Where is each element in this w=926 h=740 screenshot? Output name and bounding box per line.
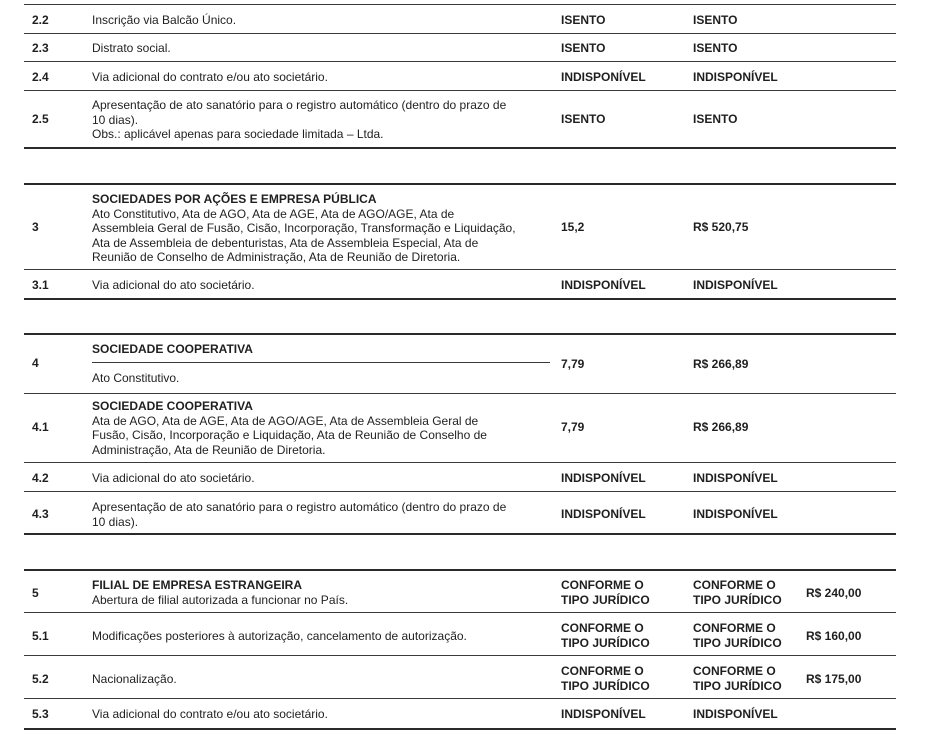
description-line: Reunião de Conselho de Administração, Ata de Reunião de Diretoria.: [92, 250, 461, 264]
divider: [24, 612, 896, 613]
row-number: 5: [32, 586, 39, 600]
description-line: 10 dias).: [92, 514, 139, 529]
value-col-3: R$ 240,00: [806, 586, 862, 600]
value-line: TIPO JURÍDICO: [693, 592, 782, 607]
value-col-1: 15,2: [561, 220, 585, 234]
row-description: Inscrição via Balcão Único.: [92, 13, 237, 27]
description-line: Administração, Ata de Reunião de Diretoria.: [92, 442, 326, 457]
value-col-2: INDISPONÍVEL: [693, 70, 778, 84]
value-col-3: R$ 160,00: [806, 629, 862, 643]
value-col-2: ISENTO: [693, 13, 738, 27]
row-number: 3: [32, 220, 39, 234]
description-line: Abertura de filial autorizada a funcionar no País.: [92, 592, 349, 607]
value-col-1: ISENTO: [561, 112, 606, 126]
divider: [24, 698, 896, 699]
row-description: [92, 98, 542, 142]
description-line: Assembleia Geral de Fusão, Cisão, Incorporação, Transformação e Liquidação,: [92, 221, 516, 235]
value-col-2: R$ 266,89: [693, 357, 749, 371]
divider: [24, 90, 896, 91]
divider: [24, 462, 896, 463]
divider: [24, 333, 896, 335]
row-number: 4: [32, 356, 39, 370]
row-title: SOCIEDADES POR AÇÕES E EMPRESA PÚBLICA: [92, 192, 377, 206]
row-number: 2.3: [32, 41, 49, 55]
row-number: 5.3: [32, 707, 49, 721]
description-line: Ata de AGO, Ata de AGE, Ata de AGO/AGE, Ata de Assembleia Geral de: [92, 413, 479, 428]
value-line: TIPO JURÍDICO: [693, 678, 782, 693]
row-number: 3.1: [32, 278, 49, 292]
description-line: 10 dias).: [92, 112, 139, 127]
row-number: 2.5: [32, 112, 49, 126]
row-description: Via adicional do contrato e/ou ato societário.: [92, 70, 328, 84]
row-number: 2.2: [32, 13, 49, 27]
value-col-3: R$ 175,00: [806, 672, 862, 686]
divider: [24, 728, 896, 730]
value-line: CONFORME O: [693, 578, 776, 592]
divider: [24, 33, 896, 34]
value-col-1: ISENTO: [561, 13, 606, 27]
value-col-1: 7,79: [561, 357, 585, 371]
value-col-1: INDISPONÍVEL: [561, 278, 646, 292]
row-title: SOCIEDADE COOPERATIVA: [92, 399, 253, 413]
description-line: Apresentação de ato sanatório para o registro automático (dentro do prazo de: [92, 98, 507, 112]
divider: [24, 393, 896, 394]
value-line: TIPO JURÍDICO: [561, 592, 650, 607]
row-description: Nacionalização.: [92, 672, 177, 686]
divider: [24, 491, 896, 492]
divider: [24, 298, 896, 300]
divider: [24, 569, 896, 571]
row-number: 4.2: [32, 471, 49, 485]
sub-divider: [92, 362, 550, 363]
value-line: CONFORME O: [561, 578, 644, 592]
value-line: TIPO JURÍDICO: [561, 678, 650, 693]
row-description: Via adicional do ato societário.: [92, 471, 255, 485]
row-description: Via adicional do ato societário.: [92, 278, 255, 292]
value-col-2: [693, 664, 782, 693]
row-number: 5.1: [32, 629, 49, 643]
value-line: TIPO JURÍDICO: [561, 635, 650, 650]
value-line: CONFORME O: [693, 621, 776, 635]
row-description: [92, 399, 542, 457]
row-title: SOCIEDADE COOPERATIVA: [92, 342, 253, 356]
value-col-2: INDISPONÍVEL: [693, 507, 778, 521]
row-description: Via adicional do contrato e/ou ato societário.: [92, 707, 328, 721]
row-title: FILIAL DE EMPRESA ESTRANGEIRA: [92, 578, 303, 592]
description-line: Fusão, Cisão, Incorporação e Liquidação, Ata de Reunião de Conselho de: [92, 428, 487, 442]
row-description: Distrato social.: [92, 41, 171, 55]
value-col-2: ISENTO: [693, 112, 738, 126]
value-col-2: INDISPONÍVEL: [693, 278, 778, 292]
row-number: 4.1: [32, 420, 49, 434]
description-line: Ato Constitutivo, Ata de AGO, Ata de AGE, Ata de AGO/AGE, Ata de: [92, 206, 455, 221]
row-description: [92, 500, 542, 529]
value-line: CONFORME O: [561, 664, 644, 678]
value-col-1: [561, 664, 650, 693]
row-description: [92, 578, 542, 607]
divider: [24, 655, 896, 656]
value-col-2: INDISPONÍVEL: [693, 471, 778, 485]
value-col-1: INDISPONÍVEL: [561, 70, 646, 84]
value-line: CONFORME O: [561, 621, 644, 635]
row-description: [92, 192, 542, 265]
value-col-2: [693, 578, 782, 607]
row-description: [92, 342, 542, 385]
value-col-2: R$ 266,89: [693, 420, 749, 434]
value-col-2: INDISPONÍVEL: [693, 707, 778, 721]
value-line: TIPO JURÍDICO: [693, 635, 782, 650]
divider: [24, 183, 896, 185]
value-col-1: INDISPONÍVEL: [561, 707, 646, 721]
value-col-2: ISENTO: [693, 41, 738, 55]
divider: [24, 147, 896, 149]
value-col-1: ISENTO: [561, 41, 606, 55]
row-number: 2.4: [32, 70, 49, 84]
value-col-2: R$ 520,75: [693, 220, 749, 234]
description-line: Obs.: aplicável apenas para sociedade limitada – Ltda.: [92, 127, 384, 141]
divider: [24, 269, 896, 270]
value-col-2: [693, 621, 782, 650]
description-line: Ata de Assembleia de debenturistas, Ata de Assembleia Especial, Ata de: [92, 235, 479, 250]
value-col-1: [561, 621, 650, 650]
value-col-1: INDISPONÍVEL: [561, 507, 646, 521]
row-number: 4.3: [32, 507, 49, 521]
value-line: CONFORME O: [693, 664, 776, 678]
value-col-1: 7,79: [561, 420, 585, 434]
value-col-1: [561, 578, 650, 607]
row-description: Modificações posteriores à autorização, cancelamento de autorização.: [92, 629, 467, 643]
description-line: Apresentação de ato sanatório para o registro automático (dentro do prazo de: [92, 500, 507, 514]
description-line: Ato Constitutivo.: [92, 370, 180, 385]
value-col-1: INDISPONÍVEL: [561, 471, 646, 485]
row-number: 5.2: [32, 672, 49, 686]
divider: [24, 4, 896, 5]
divider: [24, 61, 896, 62]
divider: [24, 533, 896, 535]
